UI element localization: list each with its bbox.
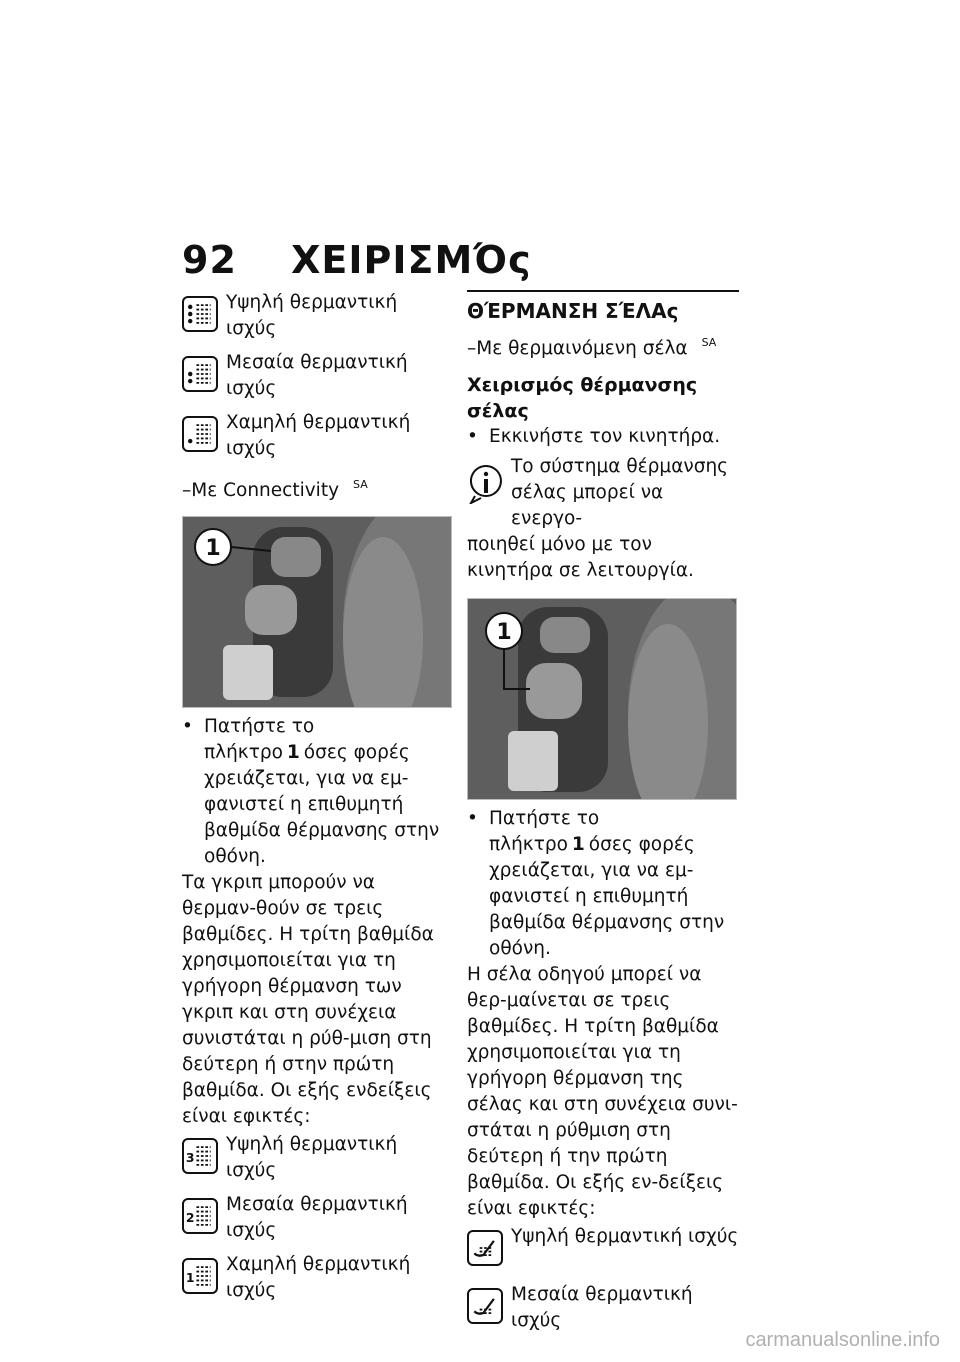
heat-level-item: [182, 1252, 440, 1304]
grip-heat-level-2-icon: [182, 1198, 218, 1234]
left-column: [182, 290, 440, 1312]
bullet-text: Πατήστε το πλήκτρο: [204, 716, 315, 763]
svg-text:2: 2: [185, 1210, 195, 1226]
heat-level-label: Υψηλή θερμαντική ισχύς: [226, 292, 398, 339]
grip-heat-medium-icon: [182, 356, 218, 392]
sa-text: –Με θερμαινόμενη σέλα: [467, 338, 688, 359]
note-text-continued: ποιηθεί μόνο με τον κινητήρα σε λειτουργία.: [467, 534, 694, 581]
heat-level-label: Μεσαία θερμαντική ισχύς: [511, 1284, 693, 1331]
grip-heat-level-3-icon: [182, 1138, 218, 1174]
page-title: ΧΕΙΡΙΣΜΌς: [291, 238, 532, 282]
callout-number: 1: [205, 536, 221, 561]
heat-level-label: Μεσαία θερμαντική ισχύς: [226, 1194, 408, 1241]
grip-heat-level-1-icon: [182, 1258, 218, 1294]
heat-level-item: [182, 410, 440, 462]
svg-text:1: 1: [185, 1270, 195, 1286]
heat-level-item: [182, 1192, 440, 1244]
heat-level-label: Υψηλή θερμαντική ισχύς: [511, 1226, 739, 1247]
heat-level-item: [182, 290, 440, 342]
description-paragraph: Η σέλα οδηγού μπορεί να θερ-μαίνεται σε τρεις βαθμίδες. Η τρίτη βαθμίδα χρησιμοποιείται για τη γρήγορη θέρμανση της σέλας και στη συνέχεια συνι-στάται η ρύθμιση στη δεύτερη ή την πρώτη βαθμίδα. Οι εξής εν-δείξεις είναι εφικτές:: [467, 964, 738, 1219]
svg-text:3: 3: [185, 1150, 195, 1166]
connectivity-line: [182, 472, 440, 504]
sa-label: SA: [701, 336, 717, 349]
bullet-text: Πατήστε το πλήκτρο: [489, 808, 600, 855]
heat-level-item: [182, 1132, 440, 1184]
section-divider: [467, 290, 739, 292]
instruction-bullet: [467, 806, 739, 962]
seat-heat-high-icon: [467, 1230, 503, 1266]
info-note: [467, 454, 739, 532]
sa-line: [467, 330, 739, 362]
instruction-bullet: [467, 424, 739, 450]
grip-heat-high-icon: [182, 296, 218, 332]
seat-heat-medium-icon: [467, 1288, 503, 1324]
grip-heat-low-icon: [182, 416, 218, 452]
seat-heat-switch-photo: [467, 598, 737, 800]
page-header: [182, 238, 532, 282]
subsection-title: Χειρισμός θέρμανσης σέλας: [467, 374, 698, 422]
heat-level-label: Μεσαία θερμαντική ισχύς: [226, 352, 408, 399]
heat-level-label: Χαμηλή θερμαντική ισχύς: [226, 412, 411, 459]
sa-label: SA: [353, 478, 368, 491]
heat-level-item: [467, 1224, 739, 1274]
connectivity-text: –Με Connectivity: [182, 480, 340, 501]
bullet-text: Εκκινήστε τον κινητήρα.: [489, 426, 721, 447]
grip-heat-switch-photo: [182, 516, 452, 708]
key-reference: 1: [571, 834, 585, 855]
description-paragraph: Τα γκριπ μπορούν να θερμαν-θούν σε τρεις βαθμίδες. Η τρίτη βαθμίδα χρησιμοποιείται για τη γρήγορη θέρμανση των γκριπ και στη συνέχεια συνιστάται η ρύθ-μιση στη δεύτερη ή στην πρώτη βαθμίδα. Οι εξής ενδείξεις είναι εφικτές:: [182, 872, 434, 1127]
page-number: 92: [182, 238, 237, 282]
info-icon: [469, 464, 503, 504]
section-title: ΘΈΡΜΑΝΣΗ ΣΈΛΑς: [467, 299, 679, 323]
instruction-bullet: [182, 714, 440, 870]
note-text: Το σύστημα θέρμανσης σέλας μπορεί να ενεργο-: [511, 456, 729, 529]
bullet-text: όσες φορές χρειάζεται, για να εμ-φανιστεί η επιθυμητή βαθμίδα θέρμανσης στην οθόνη.: [204, 742, 440, 867]
watermark: carmanualsonline.info: [745, 1329, 940, 1351]
callout-number: 1: [496, 620, 512, 645]
heat-level-item: [182, 350, 440, 402]
key-reference: 1: [286, 742, 300, 763]
bullet-text: όσες φορές χρειάζεται, για να εμ-φανιστεί η επιθυμητή βαθμίδα θέρμανσης στην οθόνη.: [489, 834, 725, 959]
heat-level-label: Υψηλή θερμαντική ισχύς: [226, 1134, 398, 1181]
heat-level-label: Χαμηλή θερμαντική ισχύς: [226, 1254, 411, 1301]
heat-level-item: [467, 1282, 739, 1334]
right-column: [467, 290, 739, 1342]
